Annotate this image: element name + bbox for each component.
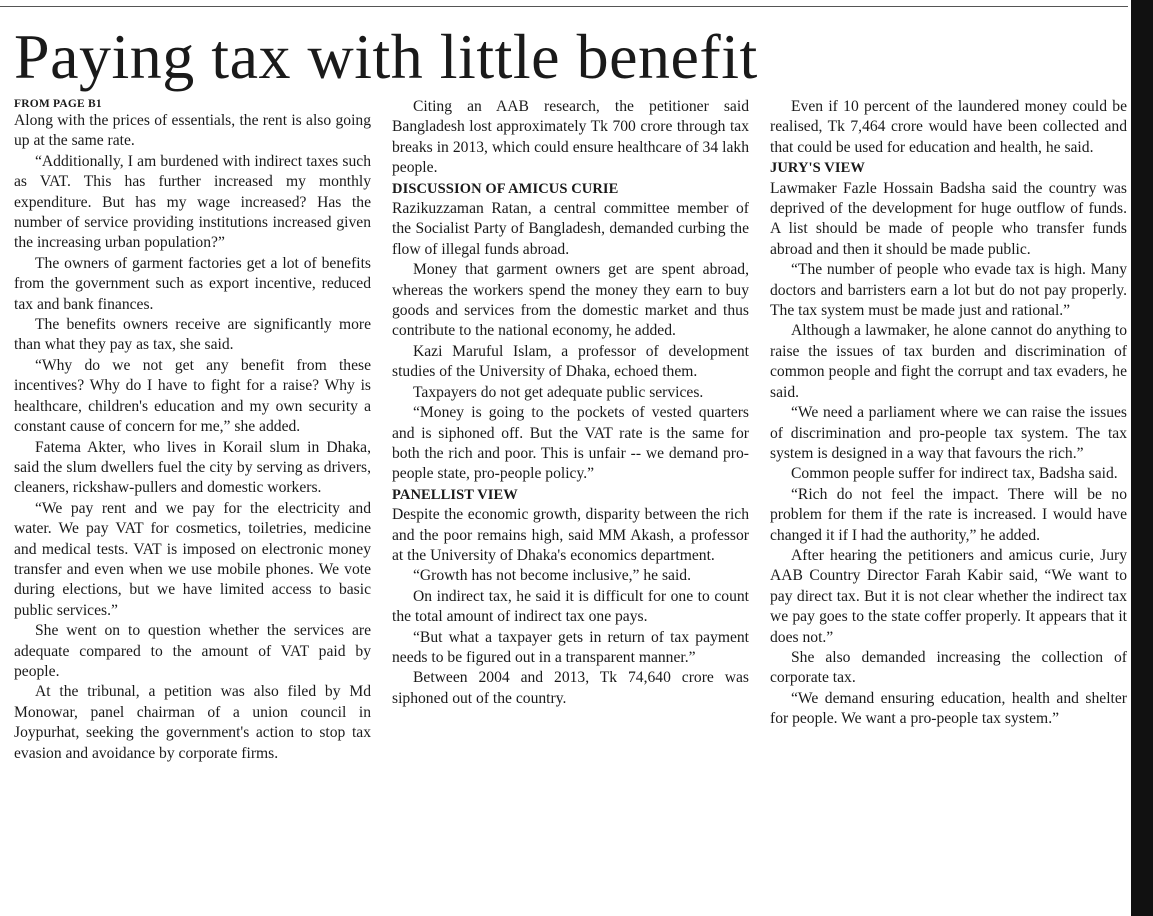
paragraph: Lawmaker Fazle Hossain Badsha said the country was deprived of the development for huge outflow of funds. A list should be made of people who transfer funds abroad and then it should be made public. bbox=[770, 179, 1127, 258]
top-rule bbox=[0, 6, 1128, 7]
paragraph: “Why do we not get any benefit from these incentives? Why do I have to fight for a raise? Why is healthcare, children's education and my own security a constant cause of concern for me,” she added. bbox=[14, 356, 371, 436]
paragraph: Money that garment owners get are spent abroad, whereas the workers spend the money they earn to buy goods and services from the domestic market and thus contribute to the national economy, he added. bbox=[392, 261, 749, 340]
column-1 bbox=[14, 97, 371, 764]
subheading-jurys-view: JURY'S VIEW bbox=[770, 160, 865, 177]
paragraph: On indirect tax, he said it is difficult for one to count the total amount of indirect tax one pays. bbox=[392, 587, 749, 626]
paragraph: “Additionally, I am burdened with indirect taxes such as VAT. This has further increased my monthly expenditure. But has my wage increased? Has the number of service providing institutions increased given the increasing urban population?” bbox=[14, 152, 371, 252]
paragraph: Kazi Maruful Islam, a professor of development studies of the University of Dhaka, echoed them. bbox=[392, 342, 749, 381]
column-3 bbox=[770, 97, 1127, 730]
paragraph: At the tribunal, a petition was also filed by Md Monowar, panel chairman of a union council in Joypurhat, seeking the government's action to stop tax evasion and avoidance by corporate firms. bbox=[14, 683, 371, 762]
paragraph: Citing an AAB research, the petitioner said Bangladesh lost approximately Tk 700 crore through tax breaks in 2013, which could ensure healthcare of 34 lakh people. bbox=[392, 98, 749, 177]
paragraph: Fatema Akter, who lives in Korail slum in Dhaka, said the slum dwellers fuel the city by serving as drivers, cleaners, rickshaw-pullers and domestic workers. bbox=[14, 438, 371, 497]
paragraph: Between 2004 and 2013, Tk 74,640 crore was siphoned out of the country. bbox=[392, 669, 749, 707]
headline: Paying tax with little benefit bbox=[14, 21, 758, 92]
paragraph: Although a lawmaker, he alone cannot do anything to raise the issues of tax burden and discrimination of common people and fight the corrupt and tax evaders, he said. bbox=[770, 322, 1127, 401]
paragraph: Common people suffer for indirect tax, Badsha said. bbox=[791, 465, 1118, 483]
paragraph: Even if 10 percent of the laundered money could be realised, Tk 7,464 crore would have been collected and that could be used for education and health, he said. bbox=[770, 98, 1127, 156]
subheading-panellist-view: PANELLIST VIEW bbox=[392, 486, 518, 503]
subheading-amicus-curie: DISCUSSION OF AMICUS CURIE bbox=[392, 180, 619, 197]
column-2 bbox=[392, 97, 749, 709]
paragraph: “We demand ensuring education, health and shelter for people. We want a pro-people tax system.” bbox=[770, 689, 1127, 728]
paragraph: She went on to question whether the services are adequate compared to the amount of VAT paid by people. bbox=[14, 622, 371, 680]
paragraph: “Rich do not feel the impact. There will be no problem for them if the rate is increased. I would have changed it if I had the authority,” he added. bbox=[770, 485, 1127, 544]
paragraph: “We need a parliament where we can raise the issues of discrimination and pro-people tax system. The tax system is designed in a way that favours the rich.” bbox=[770, 404, 1127, 462]
paragraph: She also demanded increasing the collection of corporate tax. bbox=[770, 648, 1127, 687]
paragraph: Despite the economic growth, disparity between the rich and the poor remains high, said MM Akash, a professor at the University of Dhaka's economics department. bbox=[392, 506, 749, 564]
continued-from-label: FROM PAGE B1 bbox=[14, 98, 102, 110]
paragraph: The benefits owners receive are significantly more than what they pay as tax, she said. bbox=[14, 316, 371, 354]
paragraph: After hearing the petitioners and amicus curie, Jury AAB Country Director Farah Kabir said, “We want to pay direct tax. But it is not clear whether the indirect tax we pay goes to the state coffer properly. It appears that it does not.” bbox=[770, 546, 1127, 646]
paragraph: “The number of people who evade tax is high. Many doctors and barristers earn a lot but do not pay properly. The tax system must be made just and rational.” bbox=[770, 261, 1127, 320]
paragraph: Along with the prices of essentials, the rent is also going up at the same rate. bbox=[14, 112, 371, 150]
paragraph: “But what a taxpayer gets in return of tax payment needs to be figured out in a transparent manner.” bbox=[392, 628, 749, 666]
paragraph: “We pay rent and we pay for the electricity and water. We pay VAT for cosmetics, toiletries, medicine and medical tests. VAT is imposed on electronic money transfer and even when we use mobile phones. We vote during elections, but we have limited access to basic public services.” bbox=[14, 499, 371, 619]
paragraph: “Money is going to the pockets of vested quarters and is siphoned off. But the VAT rate is the same for both the rich and poor. This is unfair -- we demand pro-people state, pro-people policy.” bbox=[392, 404, 749, 483]
paragraph: Razikuzzaman Ratan, a central committee member of the Socialist Party of Bangladesh, demanded curbing the flow of illegal funds abroad. bbox=[392, 200, 749, 258]
page-edge-bar bbox=[1131, 0, 1153, 916]
paragraph: “Growth has not become inclusive,” he said. bbox=[413, 567, 692, 585]
paragraph: The owners of garment factories get a lot of benefits from the government such as export incentive, reduced tax and bank finances. bbox=[14, 254, 371, 313]
paragraph: Taxpayers do not get adequate public services. bbox=[413, 383, 704, 401]
